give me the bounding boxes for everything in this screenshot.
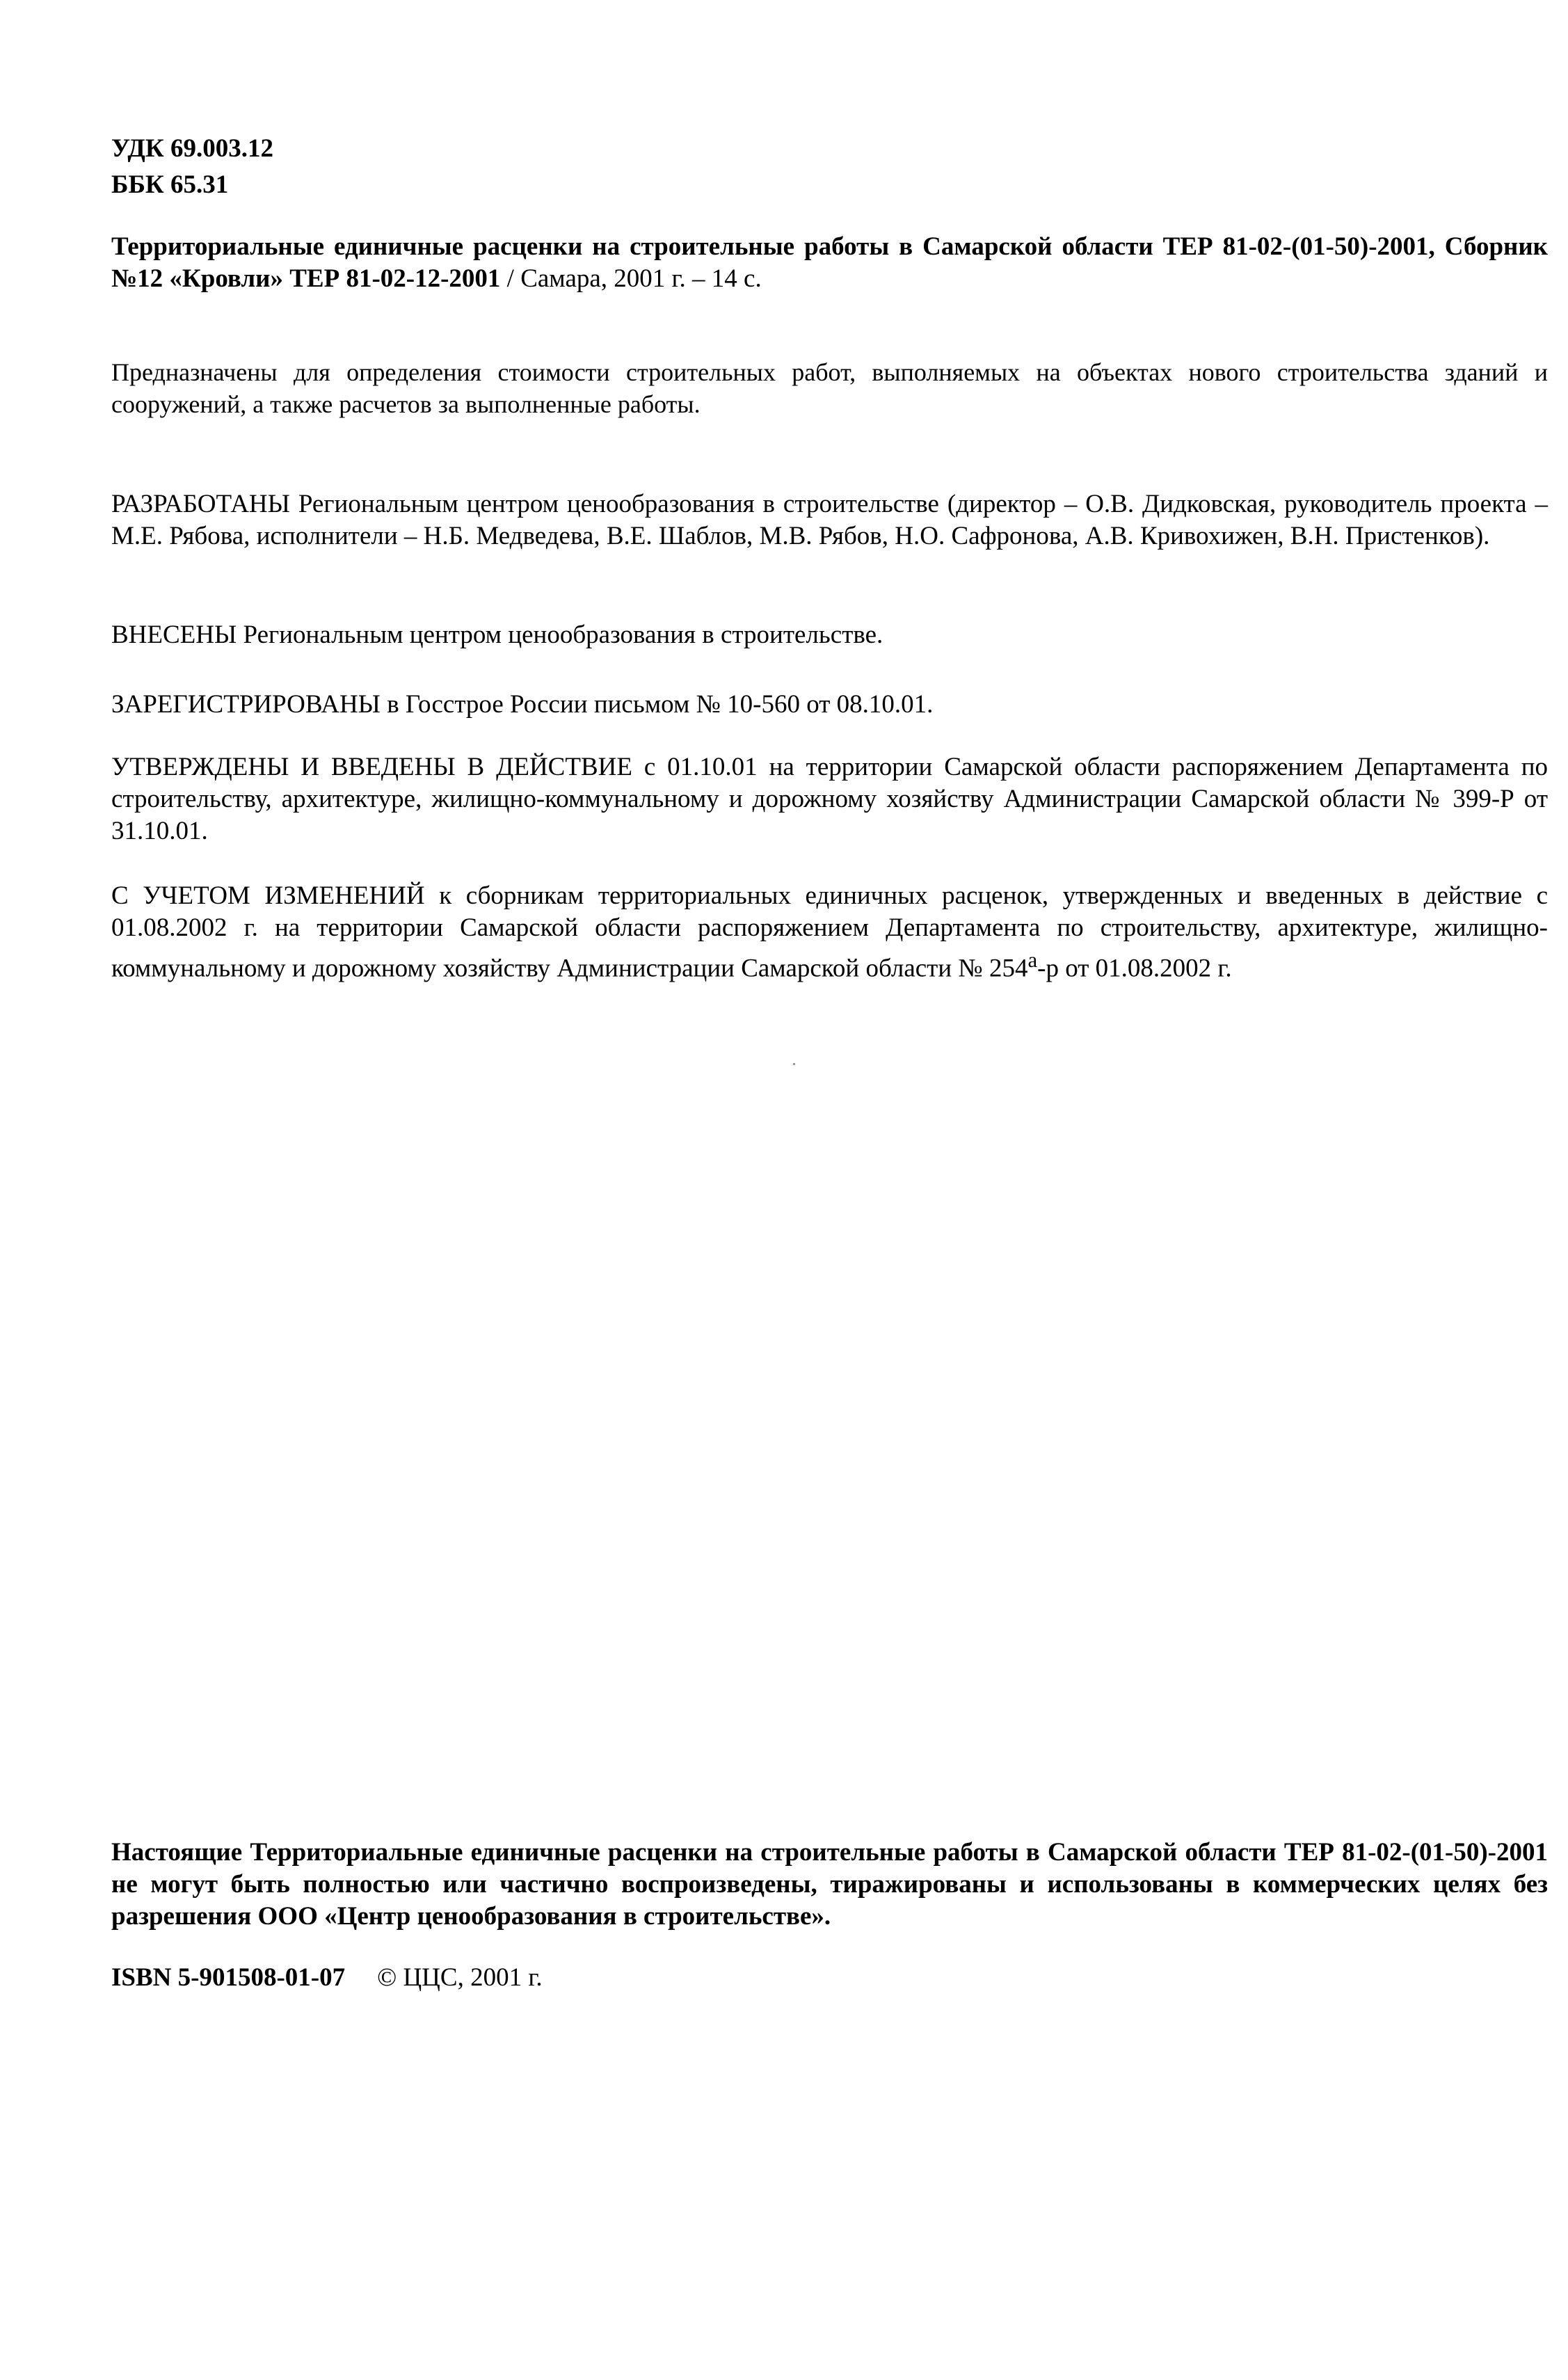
udk-code: УДК 69.003.12 bbox=[111, 134, 273, 163]
changes-label: С УЧЕТОМ ИЗМЕНЕНИЙ bbox=[111, 881, 425, 910]
changes-paragraph bbox=[111, 880, 1548, 984]
bbk-code: ББК 65.31 bbox=[111, 170, 229, 199]
classification-codes bbox=[111, 131, 1548, 203]
isbn-number: ISBN 5-901508-01-07 bbox=[111, 1963, 346, 1992]
bibliographic-description bbox=[111, 231, 1548, 295]
registered-text: в Госстрое России письмом № 10-560 от 08.10.01. bbox=[380, 690, 934, 719]
approved-text: с 01.10.01 на территории Самарской области распоряжением Департамента по строительству, архитектуре, жилищно-коммунальному и дорожному хозяйству Администрации Самарской области № 399-Р от 31.10.01. bbox=[111, 753, 1549, 845]
changes-text: к сборникам территориальных единичных расценок, утвержденных и введенных в действие с 01.08.2002 г. на территории Самарской области распоряжением Департамента по строительству, архитектуре, жилищно-коммунальному и дорожному хозяйству Администрации Самарской области № 254 bbox=[111, 881, 1548, 983]
developed-text: Региональным центром ценообразования в строительстве (директор – О.В. Дидковская, руководитель проекта – М.Е. Рябова, исполнители – Н.Б. Медведева, В.Е. Шаблов, М.В. Рябов, Н.О. Сафронова, А.В. Кривохижен, В.Н. Пристенков). bbox=[111, 490, 1548, 550]
publication-footer bbox=[111, 1962, 1548, 1994]
bibliographic-title: Территориальные единичные расценки на строительные работы в Самарской области ТЕР 81-02-(01-50)-2001, Сборник №12 «Кровли» ТЕР 81-02-12-2001 bbox=[111, 232, 1548, 293]
changes-superscript: а bbox=[1027, 948, 1038, 972]
developed-by-paragraph bbox=[111, 488, 1548, 552]
introduced-label: ВНЕСЕНЫ bbox=[111, 621, 237, 649]
developed-label: РАЗРАБОТАНЫ bbox=[111, 490, 290, 518]
changes-text-end: -р от 01.08.2002 г. bbox=[1037, 954, 1232, 983]
bibliographic-imprint: / Самара, 2001 г. – 14 с. bbox=[500, 264, 762, 293]
copyright-line: © ЦЦС, 2001 г. bbox=[377, 1963, 543, 1992]
approved-label: УТВЕРЖДЕНЫ И ВВЕДЕНЫ В ДЕЙСТВИЕ bbox=[111, 753, 632, 781]
introduced-by-paragraph bbox=[111, 619, 1548, 651]
scan-speck bbox=[793, 1063, 795, 1065]
introduced-text: Региональным центром ценообразования в строительстве. bbox=[237, 621, 883, 649]
registered-label: ЗАРЕГИСТРИРОВАНЫ bbox=[111, 690, 381, 719]
purpose-paragraph: Предназначены для определения стоимости строительных работ, выполняемых на объектах нового строительства зданий и сооружений, а также расчетов за выполненные работы. bbox=[111, 358, 1548, 418]
registered-paragraph bbox=[111, 689, 1548, 721]
copyright-notice: Настоящие Территориальные единичные расценки на строительные работы в Самарской области ТЕР 81-02-(01-50)-2001 не могут быть полностью или частично воспроизведены, тиражированы и использованы в коммерческих целях без разрешения ООО «Центр ценообразования в строительстве». bbox=[111, 1838, 1548, 1931]
approved-paragraph bbox=[111, 751, 1548, 847]
